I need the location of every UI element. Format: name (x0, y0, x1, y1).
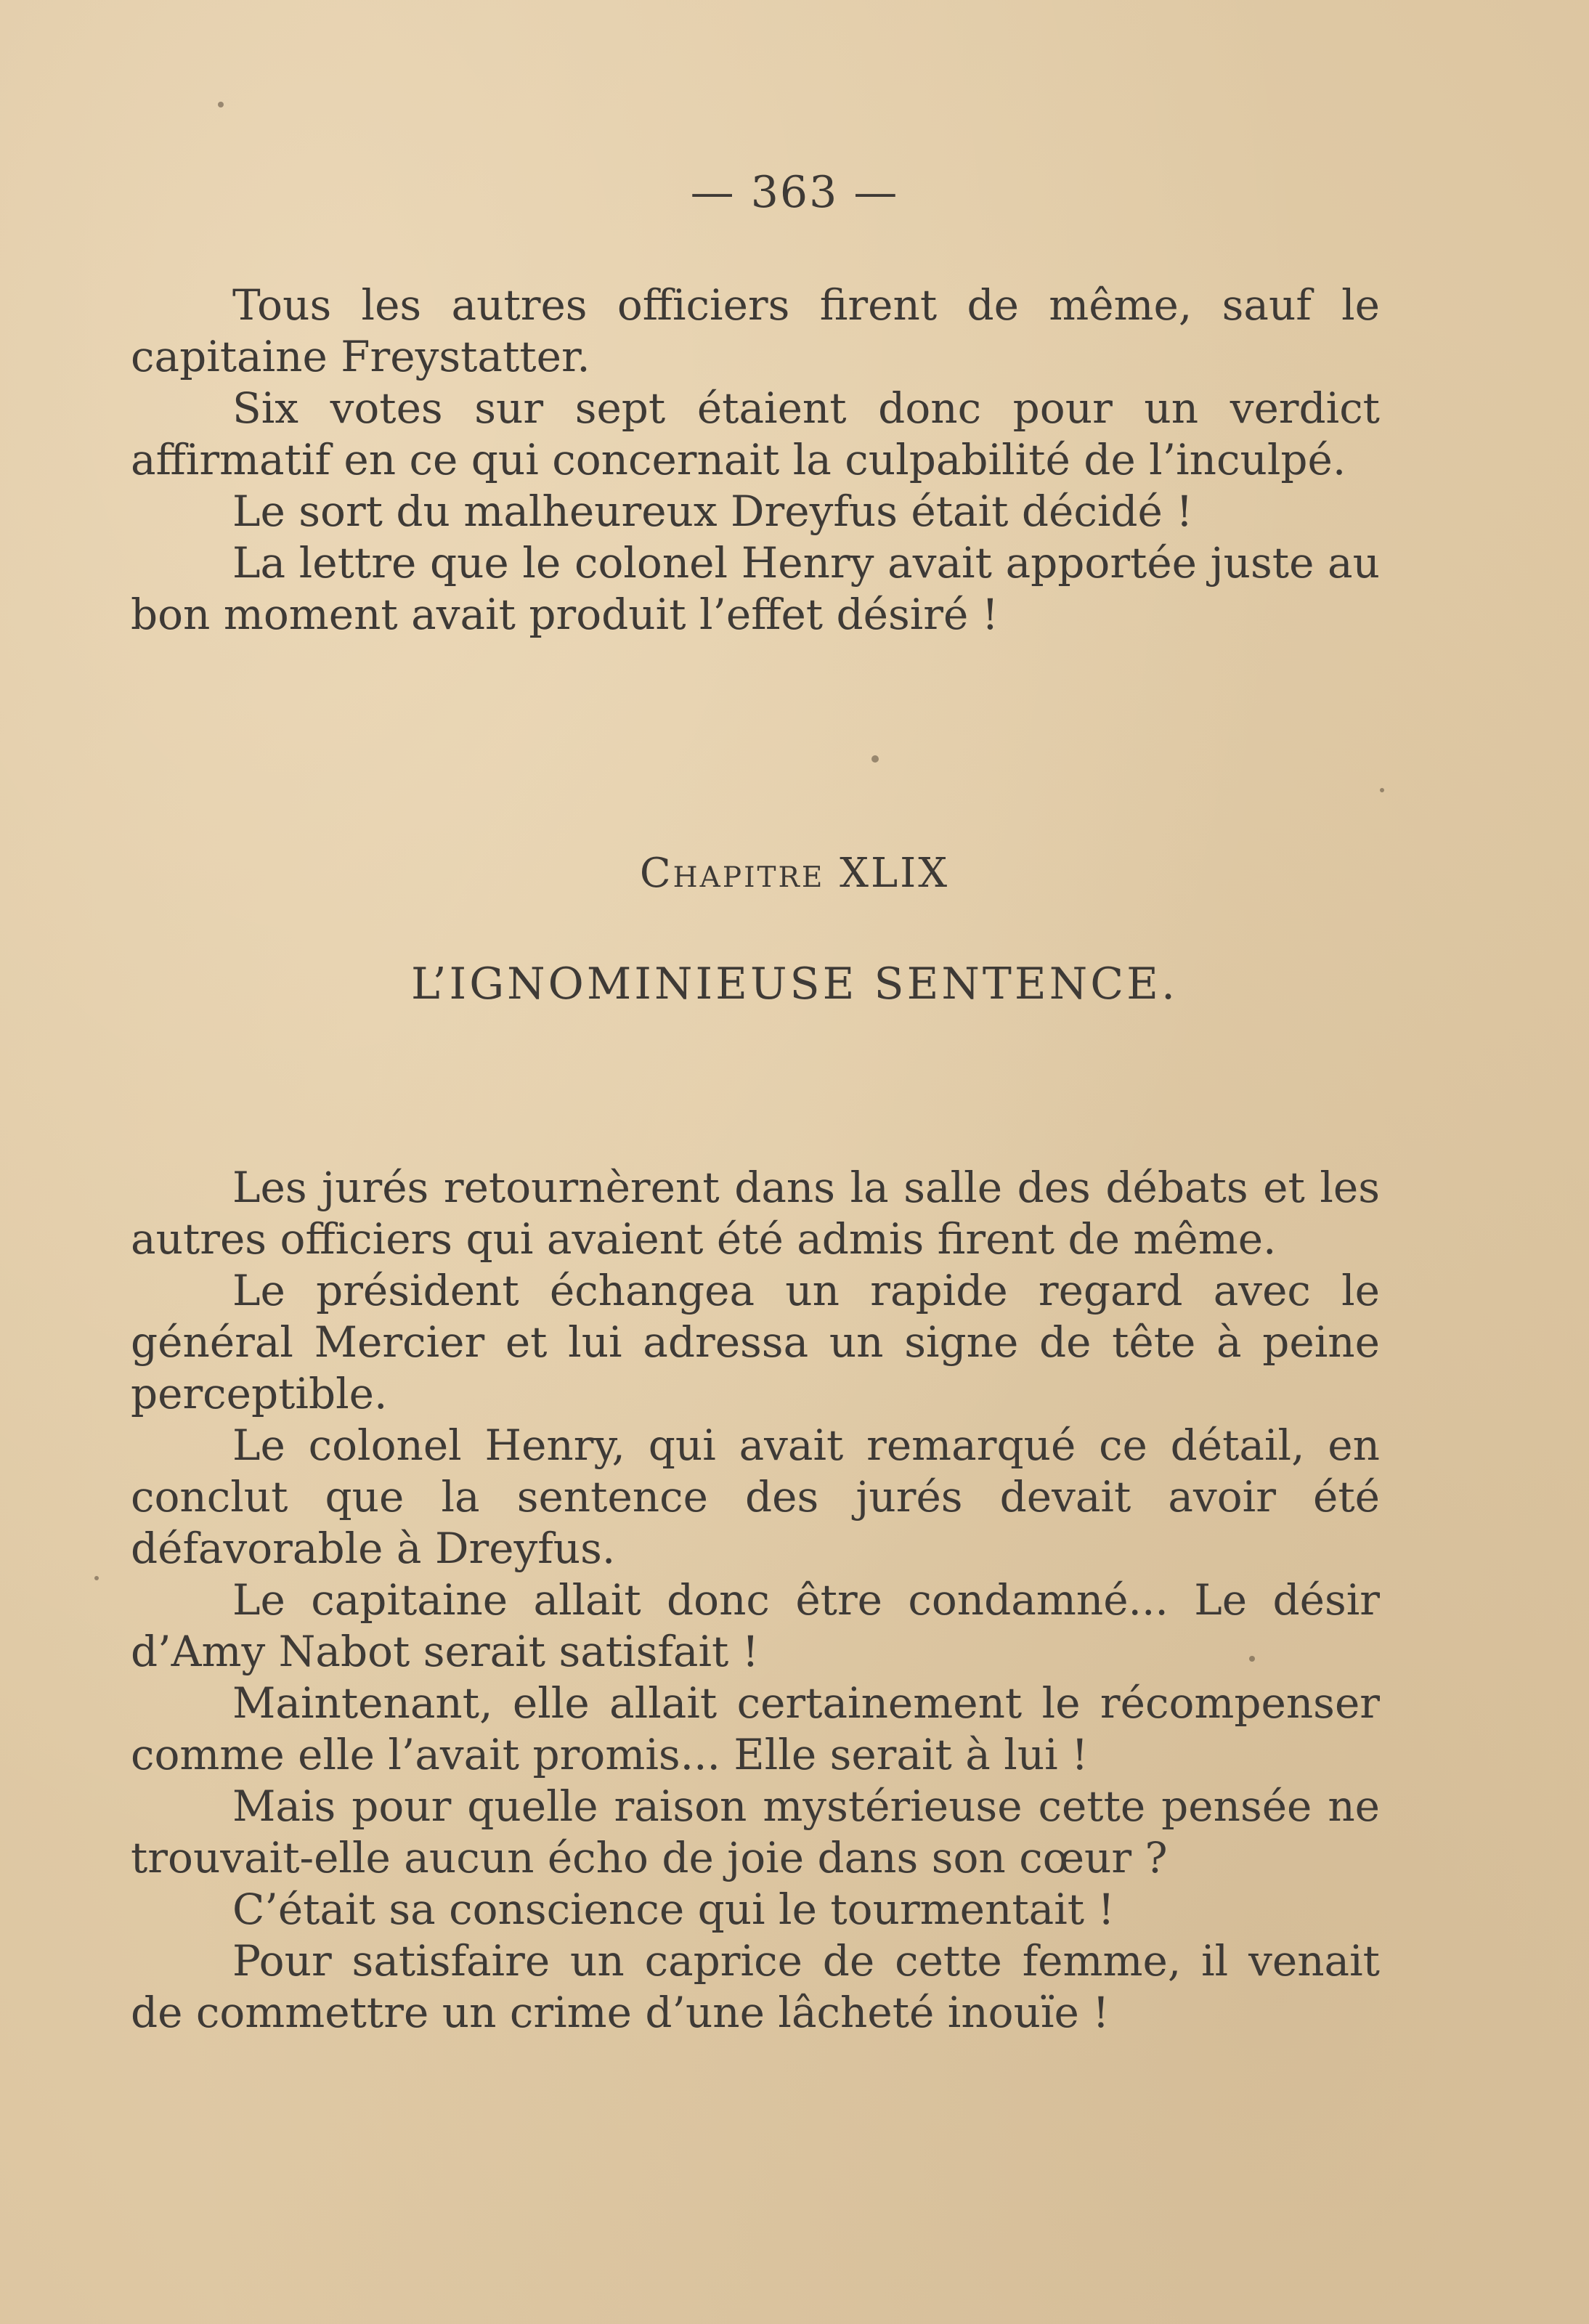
paper-speck (1380, 788, 1384, 792)
section-2-text (131, 1162, 1380, 2039)
paragraph: Tous les autres officiers firent de même, sauf le capitaine Freystatter. (131, 280, 1380, 381)
paragraph: Le capitaine allait donc être condamné... Le désir d’Amy Nabot serait satisfait ! (131, 1575, 1380, 1676)
chapter-title: L’IGNOMINIEUSE SENTENCE. (410, 959, 1179, 1009)
paper-speck (94, 1576, 99, 1580)
page-number: — 363 — (690, 167, 899, 218)
paragraph: La lettre que le colonel Henry avait apportée juste au bon moment avait produit l’effet désiré ! (131, 538, 1380, 639)
paragraph: C’était sa conscience qui le tourmentait ! (232, 1885, 1115, 1934)
paragraph: Pour satisfaire un caprice de cette femme, il venait de commettre un crime d’une lâcheté inouïe ! (131, 1936, 1380, 2037)
paper-speck (1249, 1656, 1255, 1662)
paragraph: Le président échangea un rapide regard avec le général Mercier et lui adressa un signe de tête à peine perceptible. (131, 1266, 1380, 1418)
paragraph: Six votes sur sept étaient donc pour un verdict affirmatif en ce qui concernait la culpabilité de l’inculpé. (131, 383, 1380, 484)
section-1-text (131, 280, 1380, 641)
paragraph: Le colonel Henry, qui avait remarqué ce détail, en conclut que la sentence des jurés devait avoir été défavorable à Dreyfus. (131, 1421, 1380, 1573)
paragraph: Les jurés retournèrent dans la salle des débats et les autres officiers qui avaient été admis firent de même. (131, 1163, 1380, 1264)
paragraph: Mais pour quelle raison mystérieuse cette pensée ne trouvait-elle aucun écho de joie dans son cœur ? (131, 1781, 1380, 1882)
paragraph: Le sort du malheureux Dreyfus était décidé ! (232, 487, 1193, 536)
chapter-label: Chapitre XLIX (639, 850, 950, 897)
paper-speck (871, 755, 879, 763)
paper-speck (218, 102, 224, 107)
paragraph: Maintenant, elle allait certainement le récompenser comme elle l’avait promis... Elle serait à lui ! (131, 1678, 1380, 1779)
